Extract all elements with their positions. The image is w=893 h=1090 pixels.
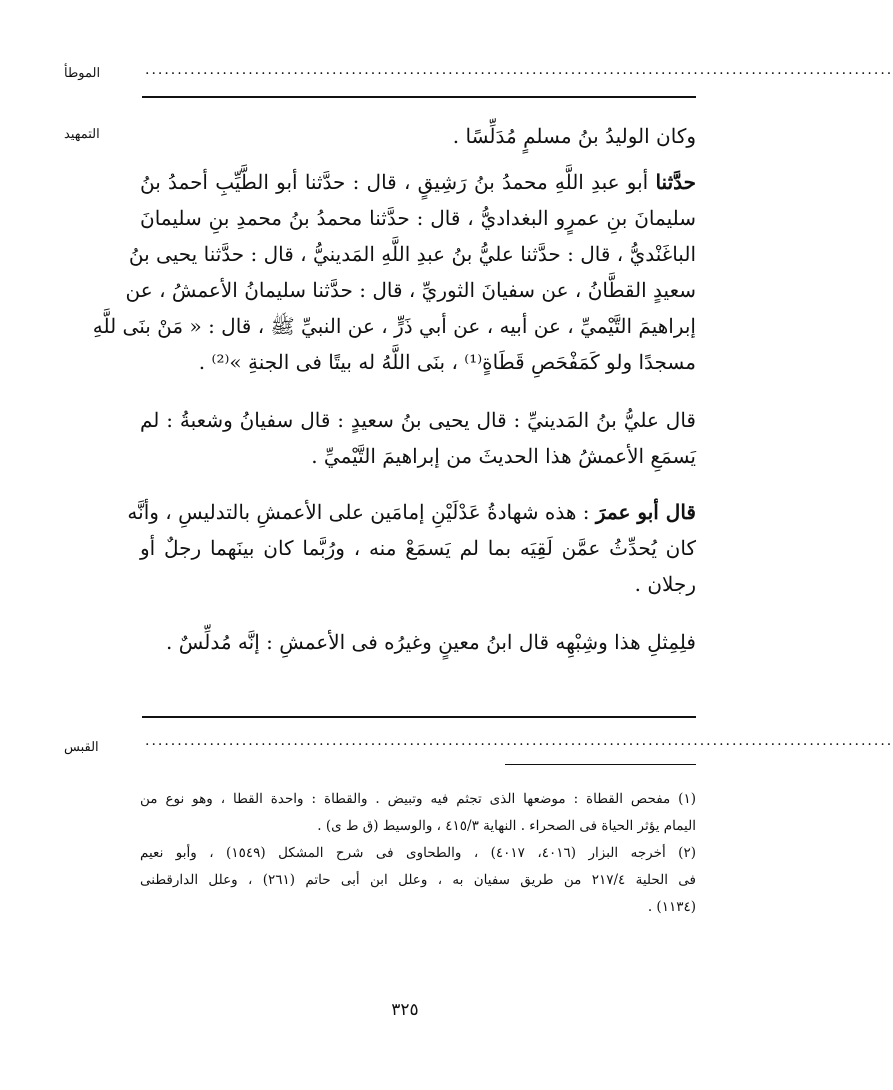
- isnad-opening: حدَّثنا: [655, 170, 696, 194]
- text-line: [140, 164, 696, 200]
- footnote-line: (١١٣٤) .: [647, 899, 696, 915]
- text-line: يَسمَعِ الأعمشُ هذا الحديثَ من إبراهيمَ التَّيْميِّ .: [311, 444, 696, 468]
- text-line: [127, 494, 696, 530]
- page-number: ٣٢٥: [391, 1000, 419, 1020]
- paragraph-isnad: [92, 164, 696, 380]
- text-line: رجلان .: [634, 572, 696, 596]
- muwatta-separator-rule: [142, 96, 696, 98]
- text-line: كان يُحدِّثُ عمَّن لَقِيَه بما لم يَسمَعْ منه ، ورُبَّما كان بينَهما رجلٌ أو: [140, 536, 696, 560]
- muwatta-dot-leader: ....................................................................................................................: [145, 62, 893, 78]
- text-line: الباغَنْديُّ ، قال : حدَّثنا عليُّ بنُ عبدِ اللَّهِ المَدينيُّ ، قال : حدَّثنا يحيى بنُ: [128, 242, 696, 266]
- paragraph-madini: [140, 402, 696, 474]
- footnote-line: (١) مفحص القطاة : موضعها الذى تجثم فيه وتبيض . والقطاة : واحدة القطا ، وهو نوع من: [140, 791, 696, 807]
- paragraph-abu-umar: [127, 494, 696, 602]
- margin-label-qabas: القبس: [64, 740, 99, 755]
- text-line-rest: : هذه شهادةُ عَدْلَيْنِ إمامَين على الأعمشِ بالتدليسِ ، وأنَّه: [127, 500, 596, 524]
- footnote-2: [140, 840, 696, 921]
- text-line-rest: أبو عبدِ اللَّهِ محمدُ بنُ رَشِيقٍ ، قال : حدَّثنا أبو الطَّيِّبِ أحمدُ بنُ: [140, 170, 656, 194]
- text-line: سليمانَ بنِ عمرٍو البغداديُّ ، قال : حدَّثنا محمدُ بنُ محمدِ بنِ سليمانَ: [140, 206, 696, 230]
- abu-umar-heading: قال أبو عمرَ: [595, 500, 696, 524]
- margin-label-muwatta: الموطأ: [64, 66, 101, 81]
- text-line: قال عليُّ بنُ المَدينيِّ : قال يحيى بنُ سعيدٍ : قال سفيانُ وشعبةُ : لم: [140, 408, 696, 432]
- paragraph-walid: [140, 118, 696, 154]
- footnotes: [140, 786, 696, 921]
- text-line: مسجدًا ولو كَمَفْحَصِ قَطَاةٍ⁽¹⁾ ، بنَى اللَّهُ له بيتًا فى الجنةِ »⁽²⁾ .: [198, 350, 696, 374]
- text-line: وكان الوليدُ بنُ مسلمٍ مُدَلِّسًا .: [452, 124, 696, 148]
- footnote-line: فى الحلية ٢١٧/٤ من طريق سفيان به ، وعلل ابن أبى حاتم (٢٦١) ، وعلل الدارقطنى: [140, 872, 697, 888]
- tamhid-end-rule: [142, 716, 696, 718]
- text-line: إبراهيمَ التَّيْميِّ ، عن أبيه ، عن أبي ذَرٍّ ، عن النبيِّ ﷺ ، قال : « مَنْ بنَى للَّهِ: [92, 314, 696, 338]
- footnote-line: (٢) أخرجه البزار (٤٠١٦، ٤٠١٧) ، والطحاوى فى شرح المشكل (١٥٤٩) ، وأبو نعيم: [140, 845, 696, 861]
- paragraph-ibn-main: [140, 624, 696, 660]
- qabas-dot-leader: ....................................................................................................................: [145, 733, 893, 749]
- text-line: سعيدٍ القطَّانُ ، عن سفيانَ الثوريِّ ، قال : حدَّثنا سليمانُ الأعمشُ ، عن: [125, 278, 696, 302]
- footnote-1: [140, 786, 696, 840]
- footnote-line: اليمام يؤثر الحياة فى الصحراء . النهاية ٤١٥/٣ ، والوسيط (ق ط ى) .: [317, 818, 696, 834]
- text-line: فلِمِثلِ هذا وشِبْهِه قال ابنُ معينٍ وغيرُه فى الأعمشِ : إنَّه مُدلِّسٌ .: [166, 630, 696, 654]
- footnote-separator-rule: [505, 764, 696, 765]
- margin-label-tamhid: التمهيد: [64, 127, 100, 142]
- tamhid-text: [92, 118, 696, 660]
